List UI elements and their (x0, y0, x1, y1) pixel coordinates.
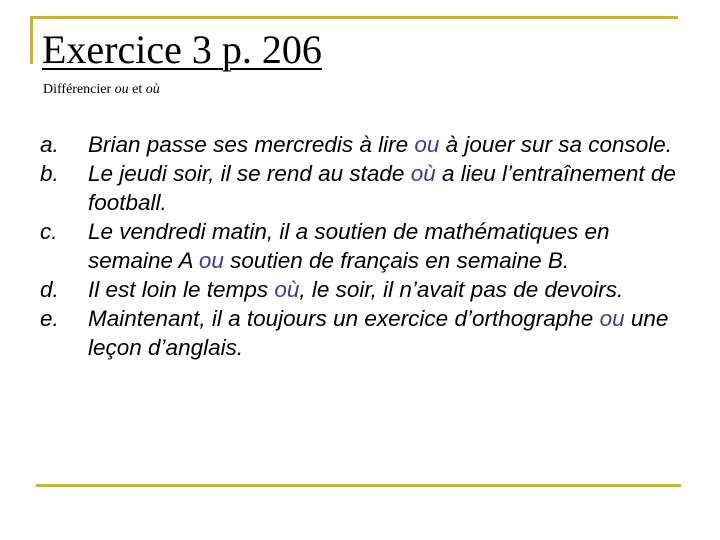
item-highlight-word: ou (198, 248, 224, 273)
item-marker: e. (40, 306, 59, 331)
exercise-item-b (40, 159, 690, 217)
exercise-item-a (40, 130, 690, 159)
frame-bottom-rule (36, 484, 681, 487)
item-marker: c. (40, 219, 58, 244)
item-text-before: Il est loin le temps (88, 277, 275, 302)
frame-left-rule (30, 16, 33, 64)
item-highlight-word: ou (414, 132, 440, 157)
subtitle-middle: et (128, 82, 146, 97)
item-text (88, 130, 690, 159)
item-text-before: Brian passe ses mercredis à lire (88, 132, 415, 157)
item-text-after: a lieu l’entraînement de football. (88, 161, 676, 215)
item-marker: b. (40, 161, 59, 186)
item-highlight-word: ou (599, 306, 625, 331)
item-marker: a. (40, 132, 59, 157)
item-text (88, 217, 690, 275)
item-text-after: soutien de français en semaine B. (223, 248, 570, 273)
exercise-list (40, 130, 690, 362)
item-highlight-word: où (410, 161, 436, 186)
exercise-item-c (40, 217, 690, 275)
slide-title: Exercice 3 p. 206 (42, 27, 322, 72)
item-text-after: , le soir, il n’avait pas de devoirs. (299, 277, 624, 302)
subtitle-word-où: où (145, 82, 160, 97)
slide-subtitle (43, 81, 160, 99)
subtitle-prefix: Différencier (43, 82, 115, 97)
item-text-after: à jouer sur sa console. (439, 132, 673, 157)
item-text (88, 159, 690, 217)
item-text-before: Le jeudi soir, il se rend au stade (88, 161, 411, 186)
item-highlight-word: où (274, 277, 300, 302)
frame-top-rule (30, 16, 678, 19)
item-text-before: Le vendredi matin, il a soutien de mathématiques en semaine A (88, 219, 610, 273)
exercise-item-d (40, 275, 690, 304)
exercise-item-e (40, 304, 690, 362)
item-text (88, 275, 690, 304)
item-text (88, 304, 690, 362)
item-marker: d. (40, 277, 59, 302)
item-text-after: une leçon d’anglais. (88, 306, 669, 360)
item-text-before: Maintenant, il a toujours un exercice d’orthographe (88, 306, 600, 331)
subtitle-word-ou: ou (114, 82, 129, 97)
